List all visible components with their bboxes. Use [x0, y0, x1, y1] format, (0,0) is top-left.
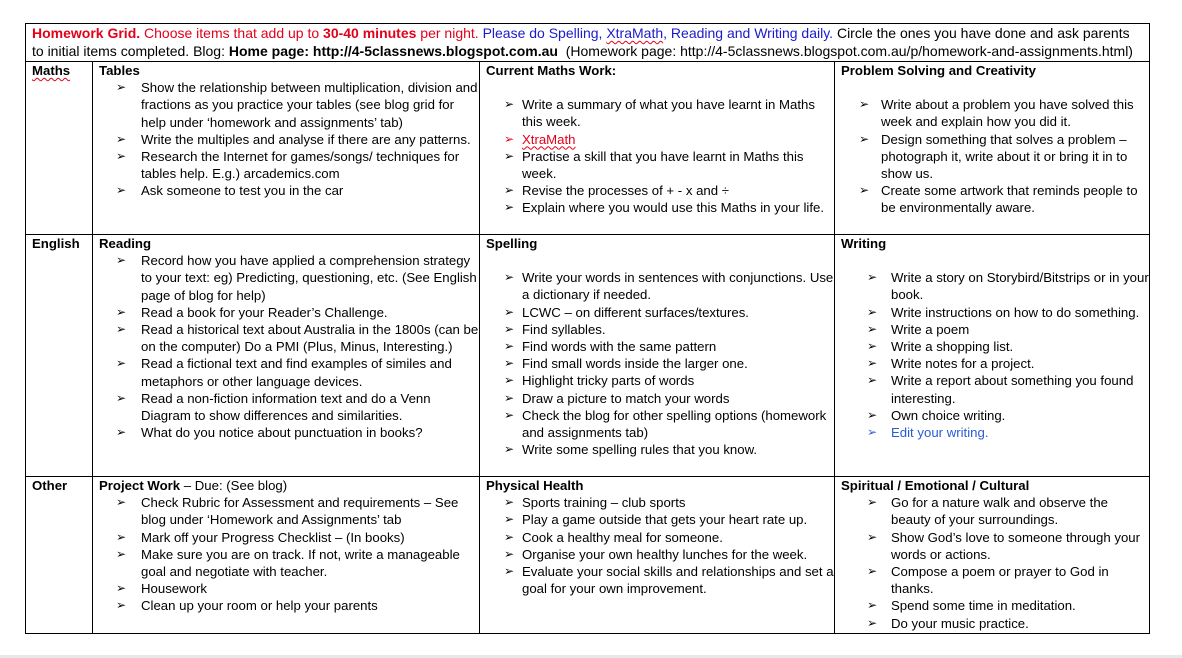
list-item: ➢ What do you notice about punctuation in books? — [99, 424, 479, 441]
other-spiritual-cell: Spiritual / Emotional / Cultural ➢ Go for a nature walk and observe the beauty of your surroundings. ➢ Show God’s love to someone through your words or actions. ➢ Compose a poem or prayer to God in thanks. ➢ Spend some time in meditation. ➢ Do your music practice. — [835, 477, 1150, 634]
homework-page-link[interactable]: (Homework page: http://4-5classnews.blogspot.com.au/p/homework-and-assignments.html) — [565, 42, 1133, 59]
list-item: ➢ Write a summary of what you have learnt in Maths this week. — [486, 96, 834, 130]
list-item: ➢ Show the relationship between multiplication, division and fractions as you practice your tables (see blog grid for help under ‘homework and assignments’ tab) — [99, 79, 479, 131]
list-item: ➢ Evaluate your social skills and relationships and set a goal for your own improvement. — [486, 563, 834, 597]
list-item: ➢ Show God’s love to someone through your words or actions. — [841, 529, 1149, 563]
list-item: ➢ Organise your own healthy lunches for the week. — [486, 546, 834, 563]
tables-list — [99, 79, 479, 199]
list-item: ➢ Explain where you would use this Maths in your life. — [486, 199, 834, 216]
english-writing-cell: Writing ➢ Write a story on Storybird/Bitstrips or in your book. ➢ Write instructions on how to do something. ➢ Write a poem ➢ Write a shopping list. ➢ Write notes for a project. ➢ Write a report about something you found interesting. ➢ Own choice writing. ➢ Edit your writing. — [835, 235, 1150, 477]
list-item: ➢ Read a book for your Reader’s Challenge. — [99, 304, 479, 321]
list-item: ➢ Research the Internet for games/songs/ techniques for tables help. E.g.) arcademics.com — [99, 148, 479, 182]
writing-list — [841, 269, 1149, 441]
list-item: ➢ Write a report about something you found interesting. — [841, 372, 1149, 406]
current-maths-list — [486, 96, 834, 216]
list-item: ➢ Read a non-fiction information text and do a Venn Diagram to show differences and similarities. — [99, 390, 479, 424]
list-item: ➢ Mark off your Progress Checklist – (In books) — [99, 529, 479, 546]
list-item: ➢ Write the multiples and analyse if there are any patterns. — [99, 131, 479, 148]
list-item: ➢ Spend some time in meditation. — [841, 597, 1149, 614]
list-item: ➢ Housework — [99, 580, 479, 597]
list-item: ➢ Write notes for a project. — [841, 355, 1149, 372]
home-page-link[interactable]: http://4-5classnews.blogspot.com.au — [312, 42, 558, 59]
maths-row — [26, 62, 1150, 235]
xtramath-item: ➢ XtraMath — [486, 131, 834, 148]
list-item: ➢ Find small words inside the larger one. — [486, 355, 834, 372]
list-item: ➢ Play a game outside that gets your heart rate up. — [486, 511, 834, 528]
minutes-target: 30-40 minutes — [323, 25, 417, 41]
list-item: ➢ Read a historical text about Australia in the 1800s (can be on the computer) Do a PMI (Plus, Minus, Interesting.) — [99, 321, 479, 355]
list-item: ➢ Write a shopping list. — [841, 338, 1149, 355]
other-physical-health-cell: Physical Health ➢ Sports training – club sports ➢ Play a game outside that gets your heart rate up. ➢ Cook a healthy meal for someone. ➢ Organise your own healthy lunches for the week. ➢ Evaluate your social skills and relationships and set a goal for your own improvement. — [480, 477, 835, 634]
homework-grid — [25, 23, 1150, 634]
list-item: ➢ Write some spelling rules that you know. — [486, 441, 834, 458]
other-row — [26, 477, 1150, 634]
maths-current-work-cell: Current Maths Work: ➢ Write a summary of what you have learnt in Maths this week. ➢ XtraMath ➢ Practise a skill that you have learnt in Maths this week. ➢ Revise the processes of + - x and ÷ ➢ Explain where you would use this Maths in your life. — [480, 62, 835, 235]
list-item: ➢ Write a story on Storybird/Bitstrips or in your book. — [841, 269, 1149, 303]
list-item: ➢ Practise a skill that you have learnt in Maths this week. — [486, 148, 834, 182]
subject-maths: Maths — [26, 62, 93, 235]
list-item: ➢ Go for a nature walk and observe the beauty of your surroundings. — [841, 494, 1149, 528]
english-spelling-cell: Spelling ➢ Write your words in sentences with conjunctions. Use a dictionary if needed. ➢ LCWC – on different surfaces/textures. ➢ Find syllables. ➢ Find words with the same pattern ➢ Find small words inside the larger one. ➢ Highlight tricky parts of words ➢ Draw a picture to match your words ➢ Check the blog for other spelling options (homework and assignments tab) ➢ Write some spelling rules that you know. — [480, 235, 835, 477]
list-item: ➢ Design something that solves a problem – photograph it, write about it or bring it in to show us. — [841, 131, 1149, 183]
subject-english: English — [26, 235, 93, 477]
reading-list — [99, 252, 479, 441]
list-item: ➢ Find syllables. — [486, 321, 834, 338]
maths-tables-cell: Tables ➢ Show the relationship between multiplication, division and fractions as you practice your tables (see blog grid for help under ‘homework and assignments’ tab) ➢ Write the multiples and analyse if there are any patterns. ➢ Research the Internet for games/songs/ techniques for tables help. E.g.) arcademics.com ➢ Ask someone to test you in the car — [93, 62, 480, 235]
maths-problem-solving-cell: Problem Solving and Creativity ➢ Write about a problem you have solved this week and explain how you did it. ➢ Design something that solves a problem – photograph it, write about it or bring it in to show us. ➢ Create some artwork that reminds people to be environmentally aware. — [835, 62, 1150, 235]
list-item: ➢ LCWC – on different surfaces/textures. — [486, 304, 834, 321]
list-item: ➢ Write your words in sentences with conjunctions. Use a dictionary if needed. — [486, 269, 834, 303]
subject-other: Other — [26, 477, 93, 634]
list-item: ➢ Draw a picture to match your words — [486, 390, 834, 407]
grid-title: Homework Grid. — [32, 25, 141, 41]
list-item: ➢ Read a fictional text and find examples of similes and metaphors or other language devices. — [99, 355, 479, 389]
list-item: ➢ Clean up your room or help your parents — [99, 597, 479, 614]
list-item: ➢ Check Rubric for Assessment and requirements – See blog under ‘Homework and Assignments’ tab — [99, 494, 479, 528]
list-item: ➢ Own choice writing. — [841, 407, 1149, 424]
list-item: ➢ Do your music practice. — [841, 615, 1149, 632]
grid-instructions: Homework Grid. Choose items that add up to 30-40 minutes per night. Please do Spelling, XtraMath, Reading and Writing daily. Circle the ones you have done and ask parents to initial items completed. Blog: Home page: http://4-5classnews.blogspot.com.au (Homework page: http://4-5classnews.blogspot.com.au/p/homework-and-assignments.html) — [26, 24, 1150, 62]
list-item: ➢ Record how you have applied a comprehension strategy to your text: eg) Predicting, questioning, etc. (See English page of blog for help) — [99, 252, 479, 304]
list-item: ➢ Highlight tricky parts of words — [486, 372, 834, 389]
list-item: ➢ Write instructions on how to do something. — [841, 304, 1149, 321]
english-reading-cell: Reading ➢ Record how you have applied a comprehension strategy to your text: eg) Predicting, questioning, etc. (See English page of blog for help) ➢ Read a book for your Reader’s Challenge. ➢ Read a historical text about Australia in the 1800s (can be on the computer) Do a PMI (Plus, Minus, Interesting.) ➢ Read a fictional text and find examples of similes and metaphors or other language devices. ➢ Read a non-fiction information text and do a Venn Diagram to show differences and similarities. ➢ What do you notice about punctuation in books? — [93, 235, 480, 477]
spelling-list — [486, 269, 834, 458]
list-item: ➢ Compose a poem or prayer to God in thanks. — [841, 563, 1149, 597]
problem-solving-list — [841, 96, 1149, 216]
list-item: ➢ Write about a problem you have solved this week and explain how you did it. — [841, 96, 1149, 130]
list-item: ➢ Ask someone to test you in the car — [99, 182, 479, 199]
header-row — [26, 24, 1150, 62]
list-item: ➢ Create some artwork that reminds people to be environmentally aware. — [841, 182, 1149, 216]
spiritual-list — [841, 494, 1149, 632]
project-work-list — [99, 494, 479, 614]
list-item: ➢ Make sure you are on track. If not, write a manageable goal and negotiate with teacher. — [99, 546, 479, 580]
list-item: ➢ Cook a healthy meal for someone. — [486, 529, 834, 546]
english-row — [26, 235, 1150, 477]
physical-health-list — [486, 494, 834, 597]
edit-writing-item: ➢ Edit your writing. — [841, 424, 1149, 441]
list-item: ➢ Write a poem — [841, 321, 1149, 338]
other-project-work-cell: Project Work – Due: (See blog) ➢ Check Rubric for Assessment and requirements – See blog under ‘Homework and Assignments’ tab ➢ Mark off your Progress Checklist – (In books) ➢ Make sure you are on track. If not, write a manageable goal and negotiate with teacher. ➢ Housework ➢ Clean up your room or help your parents — [93, 477, 480, 634]
list-item: ➢ Revise the processes of + - x and ÷ — [486, 182, 834, 199]
list-item: ➢ Check the blog for other spelling options (homework and assignments tab) — [486, 407, 834, 441]
list-item: ➢ Find words with the same pattern — [486, 338, 834, 355]
list-item: ➢ Sports training – club sports — [486, 494, 834, 511]
